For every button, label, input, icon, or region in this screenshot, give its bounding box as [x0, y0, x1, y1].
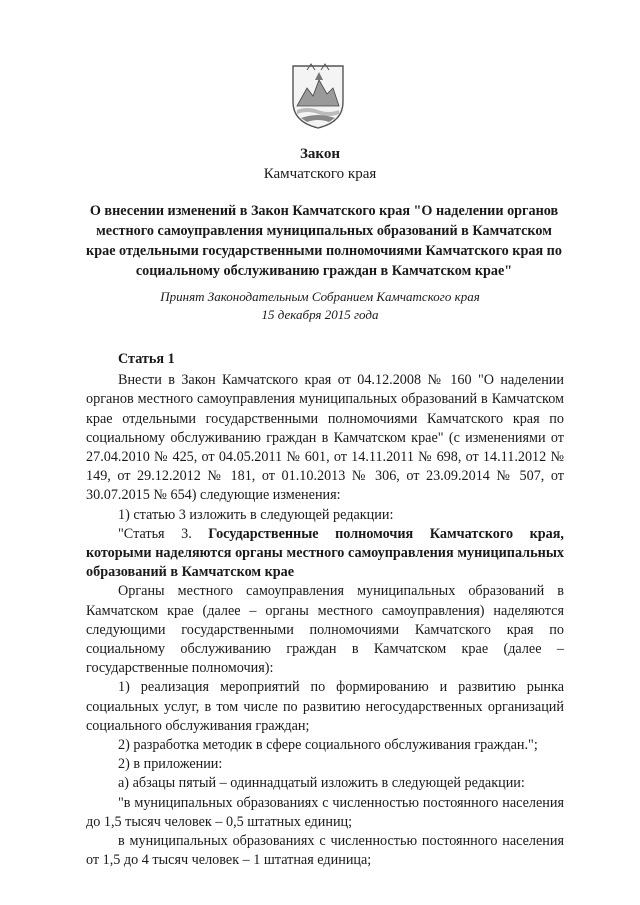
coat-of-arms-emblem	[289, 62, 347, 130]
adoption-body: Принят Законодательным Собранием Камчатского края	[160, 289, 480, 304]
article3-body: Органы местного самоуправления муниципальных образований в Камчатском крае (далее – органы местного самоуправления) наделяются следующими государственными полномочиями Камчатского края по социальному обслуживанию граждан в Камчатском крае (далее – государственные полномочия):	[86, 583, 564, 677]
article3-prefix: "Статья 3.	[118, 525, 209, 542]
article-intro: Внести в Закон Камчатского края от 04.12.2008 № 160 "О наделении органов местного самоуправления муниципальных образований в Камчатском крае отдельными государственными полномочиями Камчатского края по социальному обслуживанию граждан в Камчатском крае" (с изменениями от 27.04.2010 № 425, от 04.05.2011 № 601, от 14.11.2011 № 698, от 14.11.2012 № 149, от 29.12.2012 № 181, от 01.10.2013 № 306, от 23.09.2014 № 507, от 30.07.2015 № 654) следующие изменения:	[86, 372, 564, 504]
law-subject: О внесении изменений в Закон Камчатского края "О наделении органов местного самоуправления муниципальных образований в Камчатском крае отдельными государственными полномочиями Камчатского края по социальному обслуживанию граждан в Камчатском крае"	[86, 203, 562, 279]
amendment-item-2a: а) абзацы пятый – одиннадцатый изложить в следующей редакции:	[118, 775, 525, 792]
amendment-item-2: 2) в приложении:	[118, 756, 223, 773]
document-title: Закон	[299, 146, 340, 162]
article3-item-2: 2) разработка методик в сфере социального обслуживания граждан.";	[118, 737, 538, 754]
article3-item-1: 1) реализация мероприятий по формированию и развитию рынка социальных услуг, в том числе по развитию негосударственных организаций социального обслуживания граждан;	[86, 679, 564, 734]
quoted-paragraph-1: "в муниципальных образованиях с численностью постоянного населения до 1,5 тысяч человек – 0,5 штатных единиц;	[86, 794, 564, 830]
article-heading: Статья 1	[118, 351, 175, 367]
adoption-note	[0, 288, 640, 324]
article3-title	[86, 525, 564, 583]
article3-title-text: Государственные полномочия Камчатского края, которыми наделяются органы местного самоуправления муниципальных образований в Камчатском крае	[86, 525, 564, 581]
document-region: Камчатского края	[263, 166, 377, 182]
adoption-date: 15 декабря 2015 года	[261, 307, 379, 322]
amendment-item-1: 1) статью 3 изложить в следующей редакции:	[118, 506, 394, 523]
quoted-paragraph-2: в муниципальных образованиях с численностью постоянного населения от 1,5 до 4 тысяч человек – 1 штатная единица;	[86, 833, 564, 869]
document-body	[86, 350, 564, 870]
